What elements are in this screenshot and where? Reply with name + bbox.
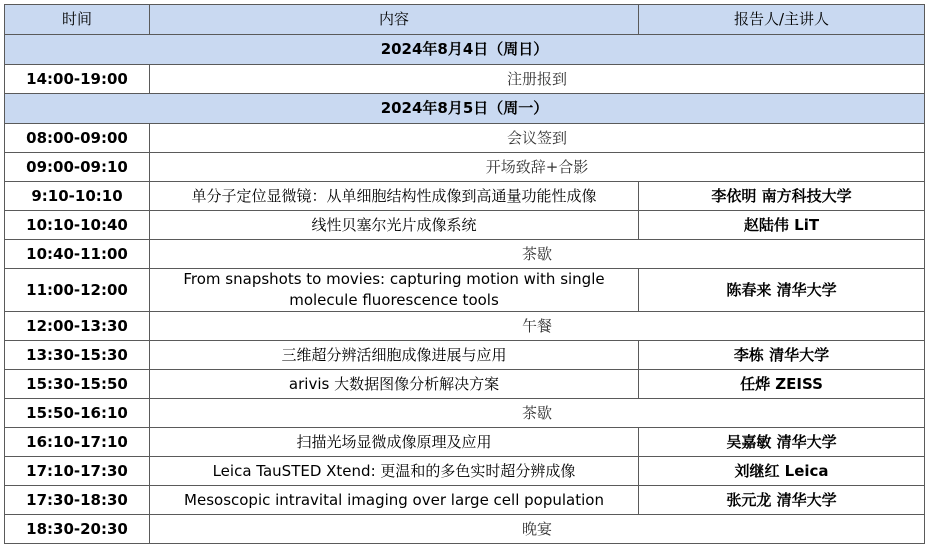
table-row: [5, 240, 925, 269]
date-label: 2024年8月4日（周日）: [5, 35, 925, 65]
speaker-cell: 李栋 清华大学: [639, 341, 925, 370]
header-speaker: 报告人/主讲人: [639, 5, 925, 35]
speaker-cell: 陈春来 清华大学: [639, 269, 925, 312]
time-cell: 14:00-19:00: [5, 65, 150, 94]
content-cell: 注册报到: [150, 65, 925, 94]
table-row: [5, 341, 925, 370]
time-cell: 11:00-12:00: [5, 269, 150, 312]
speaker-cell: 张元龙 清华大学: [639, 486, 925, 515]
content-cell: 线性贝塞尔光片成像系统: [150, 211, 639, 240]
content-cell: Leica TauSTED Xtend: 更温和的多色实时超分辨成像: [150, 457, 639, 486]
time-cell: 18:30-20:30: [5, 515, 150, 544]
content-cell: 午餐: [150, 312, 925, 341]
content-cell: 三维超分辨活细胞成像进展与应用: [150, 341, 639, 370]
time-cell: 16:10-17:10: [5, 428, 150, 457]
table-row: [5, 312, 925, 341]
table-row: [5, 269, 925, 312]
header-row: [5, 5, 925, 35]
date-row-aug5: [5, 94, 925, 124]
time-cell: 12:00-13:30: [5, 312, 150, 341]
table-row: [5, 211, 925, 240]
schedule-table: [4, 4, 925, 544]
content-cell: 晚宴: [150, 515, 925, 544]
time-cell: 10:40-11:00: [5, 240, 150, 269]
table-row: [5, 399, 925, 428]
time-cell: 09:00-09:10: [5, 153, 150, 182]
time-cell: 17:30-18:30: [5, 486, 150, 515]
header-time: 时间: [5, 5, 150, 35]
time-cell: 10:10-10:40: [5, 211, 150, 240]
date-row-aug4: [5, 35, 925, 65]
content-line-2: molecule fluorescence tools: [289, 291, 499, 309]
speaker-cell: 刘继红 Leica: [639, 457, 925, 486]
table-row: [5, 65, 925, 94]
speaker-cell: 吴嘉敏 清华大学: [639, 428, 925, 457]
time-cell: 17:10-17:30: [5, 457, 150, 486]
content-cell: 开场致辞+合影: [150, 153, 925, 182]
table-row: [5, 428, 925, 457]
speaker-cell: 赵陆伟 LiT: [639, 211, 925, 240]
header-content: 内容: [150, 5, 639, 35]
time-cell: 08:00-09:00: [5, 124, 150, 153]
table-row: [5, 457, 925, 486]
date-label: 2024年8月5日（周一）: [5, 94, 925, 124]
table-row: [5, 153, 925, 182]
time-cell: 13:30-15:30: [5, 341, 150, 370]
content-cell: 茶歇: [150, 240, 925, 269]
content-cell: Mesoscopic intravital imaging over large cell population: [150, 486, 639, 515]
content-cell: [150, 269, 639, 312]
time-cell: 15:50-16:10: [5, 399, 150, 428]
content-cell: arivis 大数据图像分析解决方案: [150, 370, 639, 399]
table-row: [5, 486, 925, 515]
content-cell: 扫描光场显微成像原理及应用: [150, 428, 639, 457]
speaker-cell: 李依明 南方科技大学: [639, 182, 925, 211]
content-line-1: From snapshots to movies: capturing motion with single: [183, 270, 605, 288]
speaker-cell: 任烨 ZEISS: [639, 370, 925, 399]
content-cell: 茶歇: [150, 399, 925, 428]
table-row: [5, 124, 925, 153]
content-cell: 单分子定位显微镜：从单细胞结构性成像到高通量功能性成像: [150, 182, 639, 211]
time-cell: 9:10-10:10: [5, 182, 150, 211]
table-row: [5, 370, 925, 399]
content-cell: 会议签到: [150, 124, 925, 153]
table-row: [5, 515, 925, 544]
time-cell: 15:30-15:50: [5, 370, 150, 399]
table-row: [5, 182, 925, 211]
